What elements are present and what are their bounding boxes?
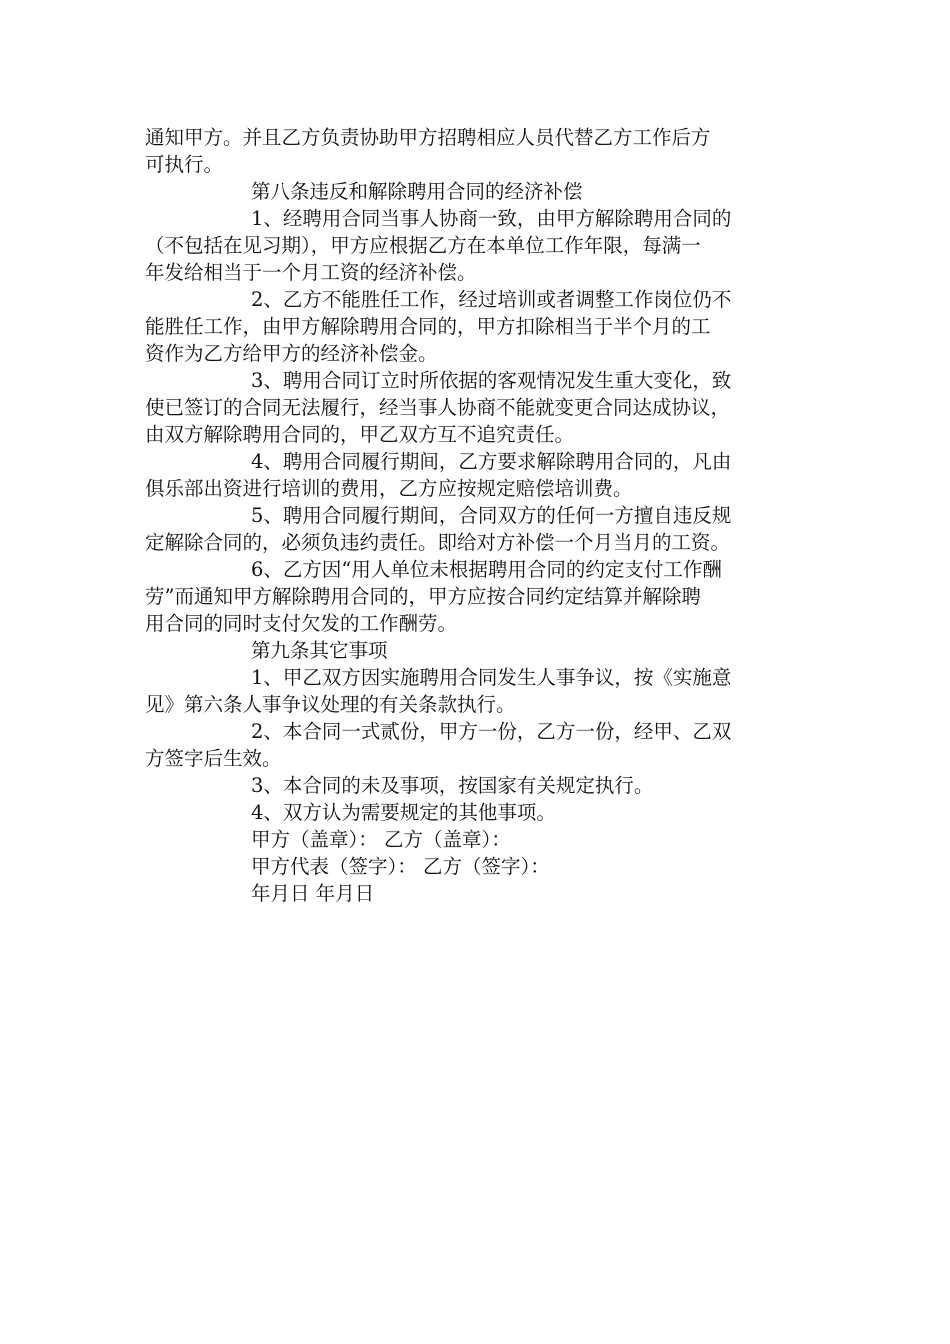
text-line: 6、乙方因“用人单位未根据聘用合同的约定支付工作酬 <box>251 558 722 581</box>
text-line: 见》第六条人事争议处理的有关条款执行。 <box>145 693 516 716</box>
contract-text-block <box>145 124 815 907</box>
text-line: 2、本合同一式贰份，甲方一份，乙方一份，经甲、乙双 <box>251 720 732 743</box>
text-line: 4、聘用合同履行期间，乙方要求解除聘用合同的，凡由 <box>251 450 732 473</box>
text-line: 由双方解除聘用合同的，甲乙双方互不追究责任。 <box>145 423 575 446</box>
text-line: 甲方代表（签字）： 乙方（签字）： <box>251 855 550 878</box>
text-line: 甲方（盖章）： 乙方（盖章）： <box>251 828 511 851</box>
text-line: 俱乐部出资进行培训的费用，乙方应按规定赔偿培训费。 <box>145 477 633 500</box>
text-line: 2、乙方不能胜任工作，经过培训或者调整工作岗位仍不 <box>251 288 732 311</box>
text-line: 资作为乙方给甲方的经济补偿金。 <box>145 342 438 365</box>
text-line: （不包括在见习期），甲方应根据乙方在本单位工作年限，每满一 <box>145 234 701 257</box>
text-line: 年发给相当于一个月工资的经济补偿。 <box>145 261 477 284</box>
text-line: 方签字后生效。 <box>145 747 282 770</box>
text-line: 5、聘用合同履行期间，合同双方的任何一方擅自违反规 <box>251 504 732 527</box>
text-line: 1、甲乙双方因实施聘用合同发生人事争议，按《实施意 <box>251 666 732 689</box>
text-line: 第九条其它事项 <box>251 639 388 662</box>
text-line: 年月日 年月日 <box>251 882 375 905</box>
text-line: 定解除合同的，必须负违约责任。即给对方补偿一个月当月的工资。 <box>145 531 731 554</box>
text-line: 用合同的同时支付欠发的工作酬劳。 <box>145 612 458 635</box>
text-line: 劳”而通知甲方解除聘用合同的，甲方应按合同约定结算并解除聘 <box>145 585 701 608</box>
text-line: 4、双方认为需要规定的其他事项。 <box>251 801 556 824</box>
text-line: 可执行。 <box>145 153 224 176</box>
text-line: 3、本合同的未及事项，按国家有关规定执行。 <box>251 774 654 797</box>
text-line: 能胜任工作，由甲方解除聘用合同的，甲方扣除相当于半个月的工 <box>145 315 711 338</box>
text-line: 第八条违反和解除聘用合同的经济补偿 <box>251 180 583 203</box>
text-line: 1、经聘用合同当事人协商一致，由甲方解除聘用合同的 <box>251 207 732 230</box>
text-line: 使已签订的合同无法履行，经当事人协商不能就变更合同达成协议， <box>145 396 731 419</box>
text-line: 3、聘用合同订立时所依据的客观情况发生重大变化，致 <box>251 369 732 392</box>
text-line: 通知甲方。并且乙方负责协助甲方招聘相应人员代替乙方工作后方 <box>145 126 711 149</box>
